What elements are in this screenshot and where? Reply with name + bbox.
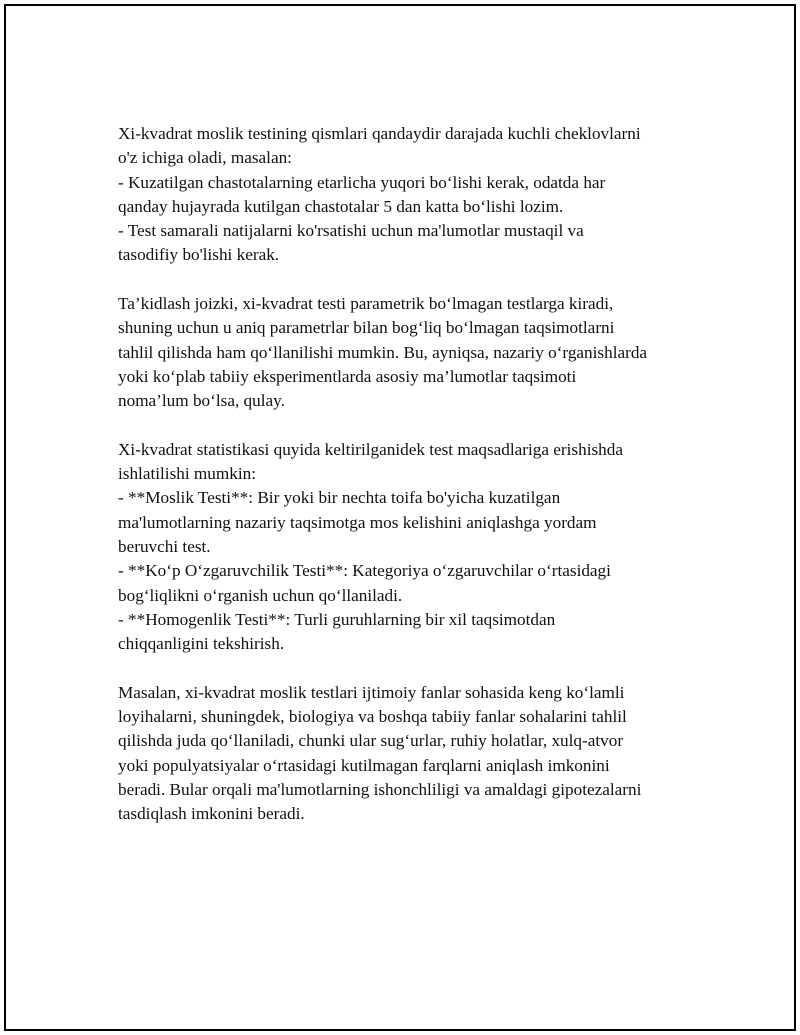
text-line: loyihalarni, shuningdek, biologiya va boshqa tabiiy fanlar sohalarini tahlil xyxy=(118,707,627,727)
text-line: Xi-kvadrat moslik testining qismlari qandaydir darajada kuchli cheklovlarni xyxy=(118,124,641,143)
text-line: - Kuzatilgan chastotalarning etarlicha yuqori bo‘lishi kerak, odatda har xyxy=(118,172,606,192)
text-line: noma’lum bo‘lsa, qulay. xyxy=(118,391,285,411)
text-line: tahlil qilishda ham qo‘llanilishi mumkin. Bu, ayniqsa, nazariy o‘rganishlarda xyxy=(118,342,648,362)
text-line: Masalan, xi-kvadrat moslik testlari ijtimoiy fanlar sohasida keng ko‘lamli xyxy=(118,682,625,702)
text-line: yoki ko‘plab tabiiy eksperimentlarda asosiy ma’lumotlar taqsimoti xyxy=(118,366,577,386)
text-line: tasodifiy bo'lishi kerak. xyxy=(118,245,280,265)
text-line: o'z ichiga oladi, masalan: xyxy=(118,148,292,168)
text-line: ishlatilishi mumkin: xyxy=(118,464,256,484)
document-body xyxy=(118,122,708,851)
list-item-homogeneity: - **Homogenlik Testi**: Turli guruhlarning bir xil taqsimotdan xyxy=(118,609,556,629)
paragraph-test-purposes xyxy=(118,438,708,657)
text-line: shuning uchun u aniq parametrlar bilan bog‘liq bo‘lmagan taqsimotlarni xyxy=(118,318,615,338)
text-line: beruvchi test. xyxy=(118,537,211,557)
text-line: tasdiqlash imkonini beradi. xyxy=(118,804,305,824)
text-line: ma'lumotlarning nazariy taqsimotga mos kelishini aniqlashga yordam xyxy=(118,512,597,532)
text-line: Xi-kvadrat statistikasi quyida keltirilganidek test maqsadlariga erishishda xyxy=(118,439,623,459)
list-item-independence: - **Ko‘p O‘zgaruvchilik Testi**: Kategoriya o‘zgaruvchilar o‘rtasidagi xyxy=(118,561,611,581)
paragraph-applications xyxy=(118,681,708,827)
text-line: Ta’kidlash joizki, xi-kvadrat testi parametrik bo‘lmagan testlarga kiradi, xyxy=(118,294,614,314)
text-line: chiqqanligini tekshirish. xyxy=(118,634,285,654)
text-line: beradi. Bular orqali ma'lumotlarning ishonchliligi va amaldagi gipotezalarni xyxy=(118,780,642,800)
list-item-goodness-of-fit: - **Moslik Testi**: Bir yoki bir nechta toifa bo'yicha kuzatilgan xyxy=(118,488,561,508)
text-line: - Test samarali natijalarni ko'rsatishi uchun ma'lumotlar mustaqil va xyxy=(118,221,584,241)
text-line: qilishda juda qo‘llaniladi, chunki ular sug‘urlar, ruhiy holatlar, xulq-atvor xyxy=(118,731,624,751)
text-line: bog‘liqlikni o‘rganish uchun qo‘llaniladi. xyxy=(118,585,403,605)
paragraph-limitations xyxy=(118,122,708,268)
text-line: yoki populyatsiyalar o‘rtasidagi kutilmagan farqlarni aniqlash imkonini xyxy=(118,755,610,775)
page-frame xyxy=(4,4,796,1031)
paragraph-nonparametric xyxy=(118,292,708,413)
text-line: qanday hujayrada kutilgan chastotalar 5 dan katta bo‘lishi lozim. xyxy=(118,196,564,216)
